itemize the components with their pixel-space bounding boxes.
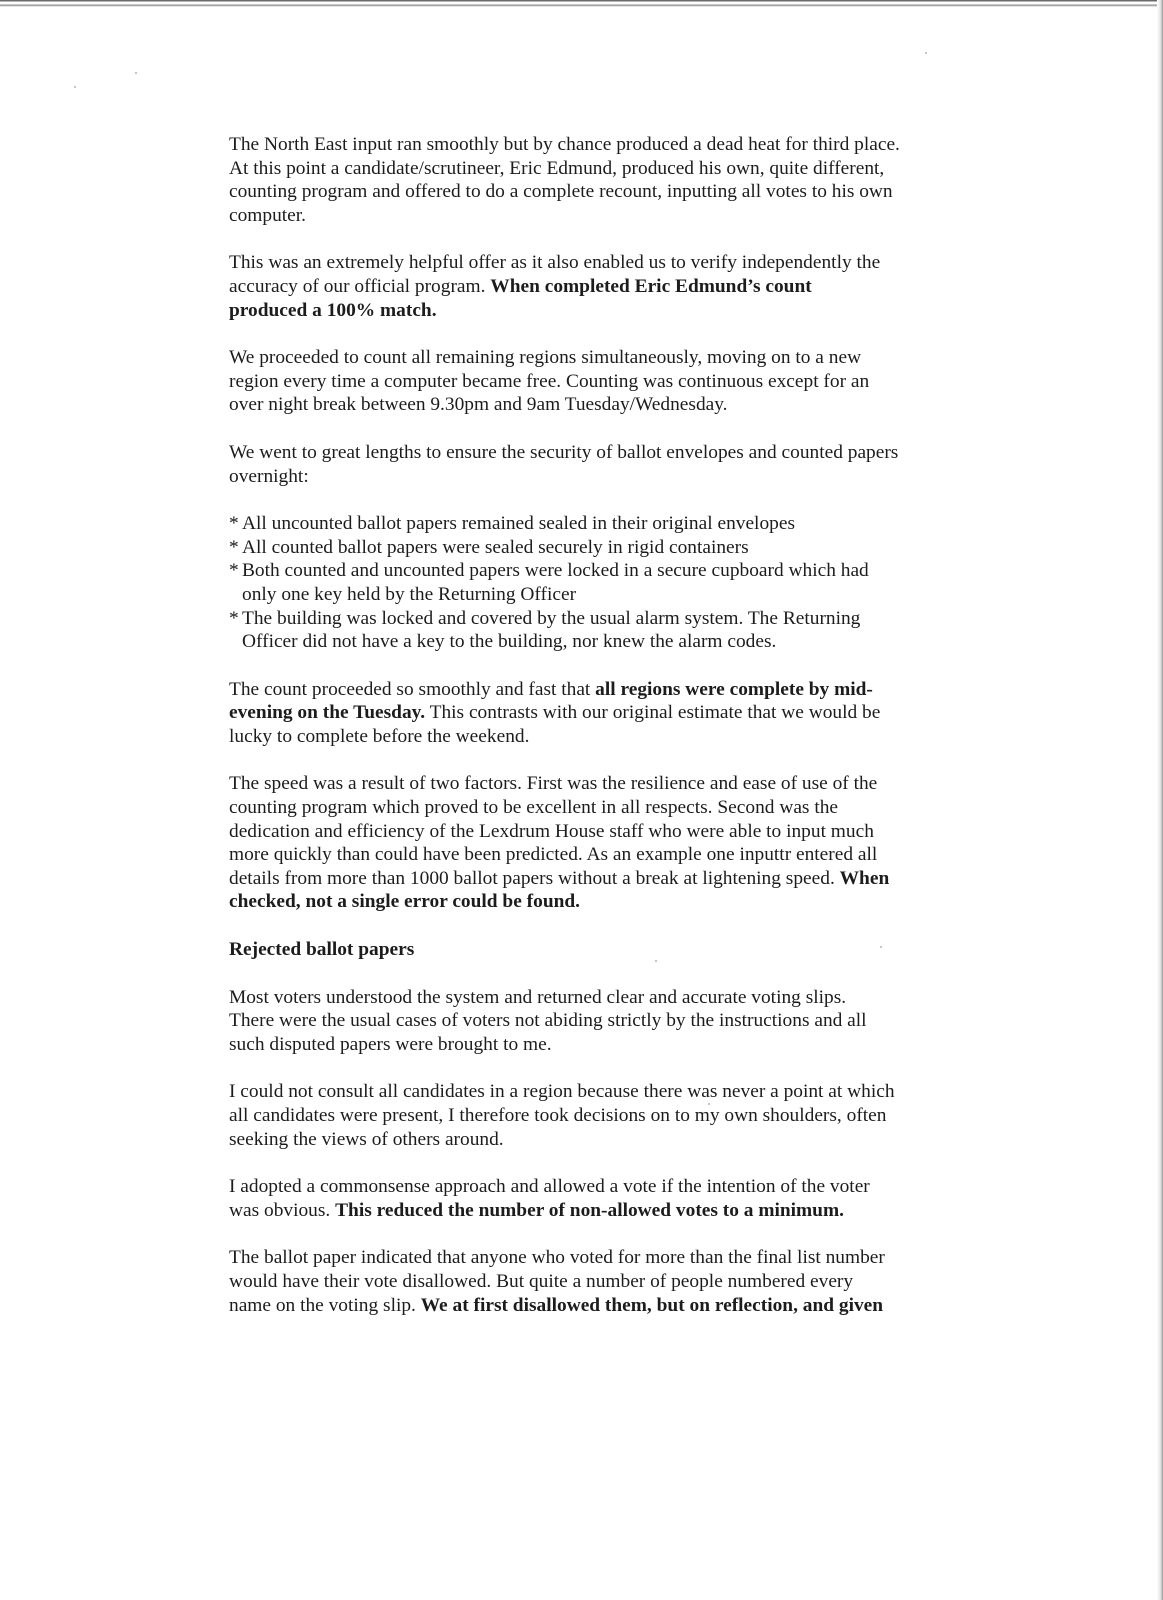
text-run: The North East input ran smoothly but by chance produced a dead heat for third place. At this point a candidate/scrutineer, Eric Edmund, produced his own, quite different, counting program and offered to do a complete recount, inputting all votes to his own computer. <box>229 134 900 226</box>
text-run: This contrasts with our original estimate that we would be lucky to complete before the weekend. <box>229 702 881 747</box>
bold-text: This reduced the number of non-allowed votes to a minimum. <box>335 1199 844 1221</box>
bold-text: We at first disallowed them, but on reflection, and given <box>420 1294 884 1316</box>
paragraph <box>229 346 969 417</box>
bold-text: When completed Eric Edmund’s count produced a 100% match. <box>229 275 812 321</box>
text-run: The count proceeded so smoothly and fast that <box>229 678 596 700</box>
scan-speck <box>925 52 927 54</box>
paragraph <box>229 1246 969 1317</box>
paragraph <box>229 441 969 488</box>
list-item <box>229 607 969 654</box>
scan-edge-top <box>0 0 1163 9</box>
document-body <box>229 133 969 1341</box>
list-item <box>229 536 969 560</box>
bullet-marker: * <box>229 607 239 629</box>
text-run: We went to great lengths to ensure the security of ballot envelopes and counted papers overnight: <box>229 441 899 487</box>
text-run: We proceeded to count all remaining regions simultaneously, moving on to a new region every time a computer became free. Counting was continuous except for an over night break between 9.30pm and 9am Tuesday/Wednesday. <box>229 347 870 416</box>
paragraphs-top <box>229 133 969 488</box>
paragraphs-middle <box>229 678 969 914</box>
bullet-marker: * <box>229 560 239 582</box>
paragraph <box>229 1175 969 1222</box>
scan-speck <box>135 72 137 74</box>
text-run: I adopted a commonsense approach and allowed a vote if the intention of the voter was obvious. <box>229 1176 870 1221</box>
bold-text: When checked, not a single error could be found. <box>229 867 890 913</box>
list-item <box>229 512 969 536</box>
text-run: Most voters understood the system and returned clear and accurate voting slips. There were the usual cases of voters not abiding strictly by the instructions and all such disputed papers were brought to me. <box>229 986 867 1055</box>
bullet-marker: * <box>229 536 239 558</box>
paragraph <box>229 986 969 1057</box>
scan-edge-right <box>1157 0 1163 1600</box>
text-run: I could not consult all candidates in a region because there was never a point at which all candidates were present, I therefore took decisions on to my own shoulders, often seeking the views of others around. <box>229 1081 895 1150</box>
paragraph <box>229 772 969 914</box>
bullet-text: All counted ballot papers were sealed securely in rigid containers <box>242 536 749 558</box>
paragraphs-bottom <box>229 986 969 1318</box>
paragraph <box>229 251 969 322</box>
bullet-text: The building was locked and covered by the usual alarm system. The Returning Officer did not have a key to the building, nor knew the alarm codes. <box>242 607 861 653</box>
bold-text: all regions were complete by mid- evening on the Tuesday. <box>229 678 873 724</box>
section-heading: Rejected ballot papers <box>229 939 415 961</box>
text-run: The ballot paper indicated that anyone who voted for more than the final list number would have their vote disallowed. But quite a number of people numbered every name on the voting slip. <box>229 1247 885 1316</box>
list-item <box>229 559 969 606</box>
bullet-text: Both counted and uncounted papers were locked in a secure cupboard which had only one key held by the Returning Officer <box>242 560 869 605</box>
text-run: This was an extremely helpful offer as it also enabled us to verify independently the accuracy of our official program. <box>229 252 881 297</box>
bullet-text: All uncounted ballot papers remained sealed in their original envelopes <box>242 513 795 535</box>
security-bullet-list <box>229 512 969 654</box>
scan-speck <box>74 86 76 88</box>
paragraph <box>229 1080 969 1151</box>
paragraph <box>229 678 969 749</box>
bullet-marker: * <box>229 513 239 535</box>
text-run: The speed was a result of two factors. First was the resilience and ease of use of the counting program which proved to be excellent in all respects. Second was the dedication and efficiency of the Lexdrum House staff who were able to input much more quickly than could have been predicted. As an example one inputtr entered all details from more than 1000 ballot papers without a break at lightening speed. <box>229 773 878 889</box>
paragraph <box>229 133 969 227</box>
